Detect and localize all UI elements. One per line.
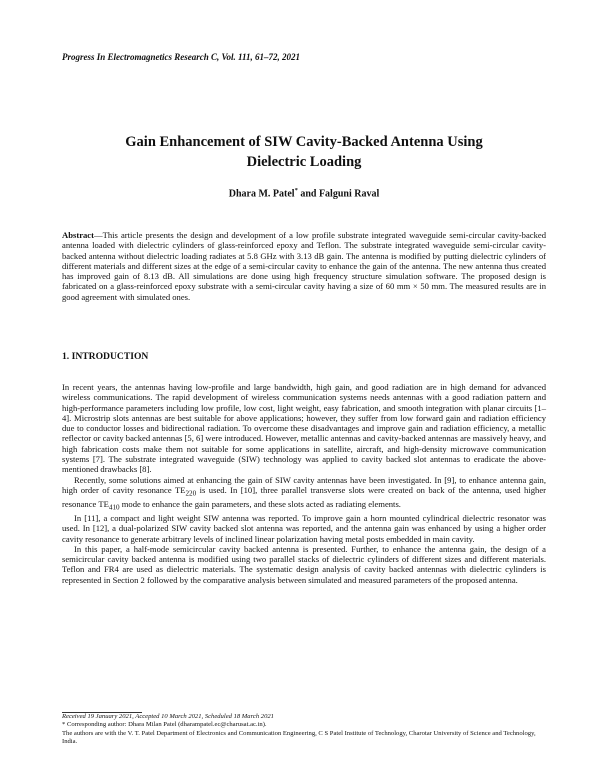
paragraph-text: is used. In [10], three parallel transverse slots were created on back of the antenna, used higher resonance TE [62,484,546,509]
title-line-1: Gain Enhancement of SIW Cavity-Backed Antenna Using [125,134,483,150]
author-list [62,187,546,199]
paragraph-text: mode to enhance the gain parameters, and these slots acted as radiating elements. [119,498,401,509]
footnote-received: Received 19 January 2021, Accepted 10 March 2021, Scheduled 18 March 2021 [62,713,274,720]
paper-title [62,132,546,172]
paragraph [62,475,546,513]
paragraph: In recent years, the antennas having low-profile and large bandwidth, high gain, and good radiation are in high demand for advanced wireless communications. The rapid development of wireless communication systems needs antennas with a good radiation pattern and high-performance parameters including low profile, low cost, light weight, easy fabrication, and smooth integration with planar circuits [1–4]. Microstrip slots antennas are best suitable for above applications; however, they suffer from low forward gain and radiation efficiency due to conductor losses and bidirectional radiation. To overcome these disadvantages and improve gain and radiation efficiency, a metallic reflector or cavity backed antennas [5, 6] were introduced. However, metallic antennas and cavity-backed antennas are massively heavy, and high fabrication costs make them not suitable for some applications in satellite, aircraft, and high-density microwave communication systems [7]. The substrate integrated waveguide (SIW) technology was applied to cavity backed slot antennas to eradicate the above-mentioned drawbacks [8]. [62,382,546,475]
footnote-corresponding: * Corresponding author: Dhara Milan Patel (dharampatel.ec@charusat.ac.in). [62,721,267,729]
subscript: 220 [185,489,197,498]
paragraph-text: Recently, some solutions aimed at enhancing the gain of SIW cavity antennas have been investigated. In [9], to enhance antenna gain, high order of cavity resonance TE [62,474,546,495]
footnotes [62,713,546,747]
section-heading: 1. INTRODUCTION [62,351,149,362]
author-name: Dhara M. Patel [228,188,295,200]
abstract-text: —This article presents the design and development of a low profile substrate integrated waveguide semi-circular cavity-backed antenna loaded with dielectric cylinders of glass-reinforced epoxy and Teflon. The substrate integrated waveguide semi-circular cavity-backed antenna without dielectric loading radiates at 5.8 GHz with 3.13 dB gain. The antenna is modified by putting dielectric cylinders of different materials and different sizes at the edge of a semi-circular cavity to enhance the gain of the antenna. The new antenna thus created has improved gain of 8.13 dB. All simulations are done using high frequency structure simulation software. The proposed design is fabricated on a glass-reinforced epoxy substrate with a semi-circular cavity having a size of 60 mm × 50 mm. The measured results are in good agreement with simulated ones. [62,230,546,302]
body-text [62,382,546,585]
abstract [62,230,546,302]
author-name: Falguni Raval [318,188,380,200]
author-separator: and [297,188,319,200]
corresponding-mark: * [294,187,298,194]
title-line-2: Dielectric Loading [246,154,362,170]
footnote-affiliation: The authors are with the V. T. Patel Department of Electronics and Communication Engineering, C S Patel Institute of Technology, Charotar University of Science and Technology, India. [62,729,536,746]
journal-header: Progress In Electromagnetics Research C, Vol. 111, 61–72, 2021 [62,52,301,62]
subscript: 410 [108,503,120,512]
paragraph: In [11], a compact and light weight SIW antenna was reported. To improve gain a horn mounted cylindrical dielectric resonator was used. In [12], a dual-polarized SIW cavity backed slot antenna was reported, and the antenna gain was enhanced by using a higher order cavity resonance to generate arbitrary levels of inclined linear polarization having metal posts embedded in main cavity. [62,513,546,544]
abstract-label: Abstract [62,230,94,240]
paragraph: In this paper, a half-mode semicircular cavity backed antenna is presented. Further, to enhance the antenna gain, the design of a semicircular cavity backed antenna is modified using two parallel stacks of dielectric cylinders of different sizes and different materials. Teflon and FR4 are used as dielectric materials. The systematic design analysis of cavity backed antennas with dielectric cylinders is represented in Section 2 followed by the comparative analysis between simulated and measured parameters of the proposed antenna. [62,543,546,585]
